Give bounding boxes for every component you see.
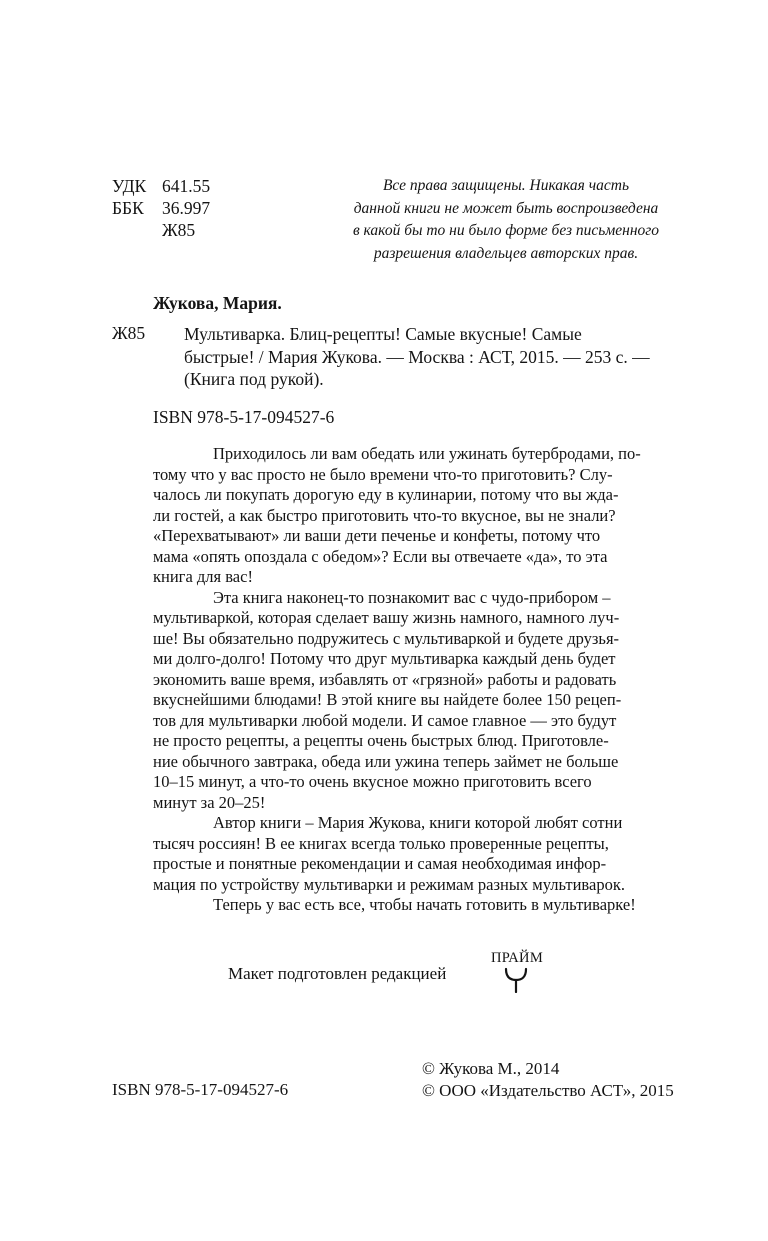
rights-notice <box>322 175 690 265</box>
annotation-line: тому что у вас просто не было времени что-то приготовить? Слу- <box>153 464 613 484</box>
annotation-line: вкуснейшими блюдами! В этой книге вы найдете более 150 рецеп- <box>153 690 622 709</box>
annotation-line: Автор книги – Мария Жукова, книги которой любят сотни <box>213 813 623 832</box>
annotation-line: простые и понятные рекомендации и самая необходимая инфор- <box>153 854 607 873</box>
copyright-notices <box>422 1058 674 1102</box>
rights-notice-line: в какой бы то ни было форме без письменного <box>352 222 660 239</box>
annotation-line: мультиваркой, которая сделает вашу жизнь намного, намного луч- <box>153 608 620 627</box>
publisher-logo <box>491 950 551 994</box>
annotation-line: ние обычного завтрака, обеда или ужина теперь займет не больше <box>153 751 619 771</box>
prepared-by: Макет подготовлен редакцией <box>228 964 447 983</box>
author-sign-row <box>112 219 210 241</box>
psi-trident-icon <box>503 967 529 993</box>
annotation-line: Эта книга наконец-то познакомит вас с чудо-прибором – <box>213 587 611 607</box>
rights-notice-line: данной книги не может быть воспроизведена <box>353 199 659 217</box>
copyright-line: © ООО «Издательство АСТ», 2015 <box>422 1081 674 1100</box>
bbk-row <box>112 197 210 219</box>
classification-value: 36.997 <box>162 198 211 218</box>
bibliographic-line: (Книга под рукой). <box>184 369 324 389</box>
classification-key: УДК <box>112 176 147 196</box>
classification-block <box>112 175 210 241</box>
annotation-line: мама «опять опоздала с обедом»? Если вы отвечаете «да», то эта <box>153 546 608 566</box>
annotation-line: «Перехватывают» ли ваши дети печенье и конфеты, потому что <box>153 526 601 545</box>
annotation-line: ше! Вы обязательно подружитесь с мультиваркой и будете друзья- <box>153 628 620 648</box>
isbn-footer: ISBN 978-5-17-094527-6 <box>112 1080 289 1099</box>
classification-value: Ж85 <box>162 220 196 240</box>
annotation-line: ми долго-долго! Потому что друг мультиварка каждый день будет <box>153 649 616 668</box>
annotation-line: экономить ваше время, избавлять от «грязной» работы и радовать <box>153 669 617 689</box>
annotation-line: мация по устройству мультиварки и режимам разных мультиварок. <box>153 874 625 894</box>
bibliographic-line: быстрые! / Мария Жукова. — Москва : АСТ, 2015. — 253 с. — <box>184 346 650 367</box>
bibliographic-entry <box>184 323 650 391</box>
annotation-line: 10–15 минут, а что-то очень вкусное можно приготовить всего <box>153 772 592 791</box>
copyright-line: © Жукова М., 2014 <box>422 1059 560 1078</box>
udc-row <box>112 175 210 197</box>
annotation-line: Теперь у вас есть все, чтобы начать готовить в мультиварке! <box>213 895 636 914</box>
annotation-line: тысяч россиян! В ее книгах всегда только проверенные рецепты, <box>153 833 609 853</box>
rights-notice-line: разрешения владельцев авторских прав. <box>373 244 639 262</box>
classification-value: 641.55 <box>162 176 211 196</box>
annotation <box>153 444 641 916</box>
annotation-line: тов для мультиварки любой модели. И самое главное — это будут <box>153 710 617 730</box>
bibliographic-line: Мультиварка. Блиц-рецепты! Самые вкусные! Самые <box>184 324 582 344</box>
classification-key: ББК <box>112 198 144 218</box>
annotation-line: чалось ли покупать дорогую еду в кулинарии, потому что вы жда- <box>153 485 619 504</box>
author-code: Ж85 <box>112 323 146 343</box>
author-heading: Жукова, Мария. <box>153 293 282 313</box>
annotation-line: книга для вас! <box>153 567 253 586</box>
annotation-line: ли гостей, а как быстро приготовить что-то вкусное, вы не знали? <box>153 505 616 525</box>
annotation-line: не просто рецепты, а рецепты очень быстрых блюд. Приготовле- <box>153 731 609 750</box>
isbn-main: ISBN 978-5-17-094527-6 <box>153 407 335 427</box>
rights-notice-line: Все права защищены. Никакая часть <box>382 177 630 194</box>
publisher-logo-text: ПРАЙМ <box>491 950 544 966</box>
annotation-line: минут за 20–25! <box>153 792 266 812</box>
annotation-line: Приходилось ли вам обедать или ужинать бутербродами, по- <box>213 444 641 463</box>
